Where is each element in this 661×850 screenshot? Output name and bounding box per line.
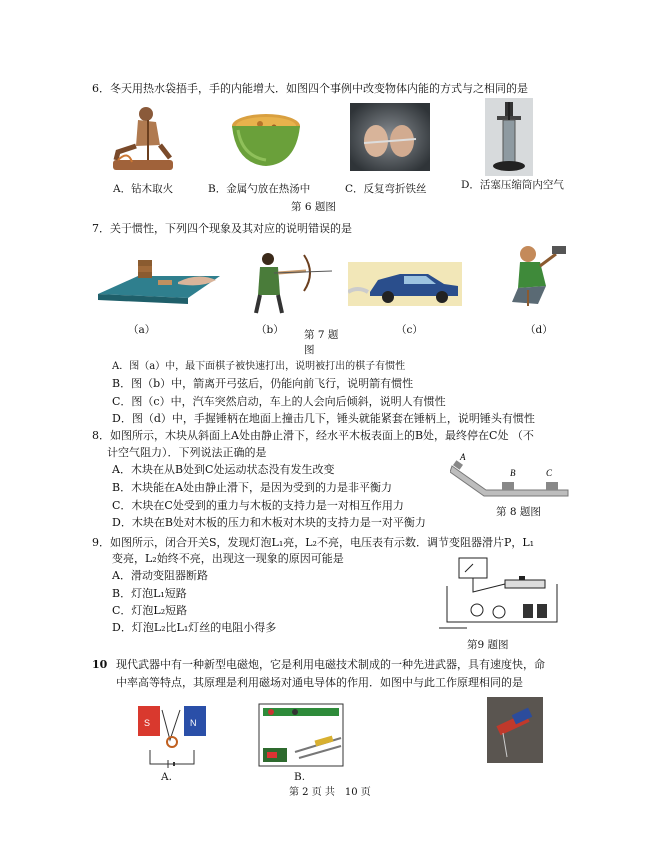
q10-stem-line1: 现代武器中有一种新型电磁炮，它是利用电磁技术制成的一种先进武器，具有速度快，命 bbox=[116, 658, 545, 671]
q10-number: 10 bbox=[92, 658, 108, 671]
q7-label-c: （c） bbox=[396, 324, 423, 336]
q9-stem-line2: 变亮，L₂始终不亮，出现这一现象的原因可能是 bbox=[112, 552, 344, 565]
q8-fig-label-c: C bbox=[546, 468, 553, 478]
q8-option-d: D．木块在B处对木板的压力和木板对木块的支持力是一对平衡力 bbox=[112, 516, 426, 529]
q7-option-c: C．图（c）中，汽车突然启动，车上的人会向后倾斜，说明人有惯性 bbox=[112, 395, 446, 408]
q7-fig-c-car bbox=[348, 262, 462, 306]
q7-figure-caption-1: 第 7 题 bbox=[304, 329, 339, 341]
q9-fig-circuit bbox=[437, 552, 567, 636]
q7-label-b: （b） bbox=[256, 324, 284, 336]
q9-option-b: B．灯泡L₁短路 bbox=[112, 587, 187, 600]
q6-fig-a-drilling bbox=[108, 100, 178, 178]
q8-fig-label-a: A bbox=[460, 452, 466, 462]
q7-option-d: D．图（d）中，手握锤柄在地面上撞击几下，锤头就能紧套在锤柄上，说明锤头有惯性 bbox=[112, 412, 535, 425]
q6-option-d: D．活塞压缩筒内空气 bbox=[461, 179, 564, 191]
q6-option-c: C．反复弯折铁丝 bbox=[345, 183, 427, 195]
q9-stem-line1: 9．如图所示，闭合开关S，发现灯泡L₁亮，L₂不亮，电压表有示数．调节变阻器滑片P，L₁ bbox=[92, 536, 535, 549]
q10-label-b: B. bbox=[294, 771, 306, 783]
q7-fig-d-hammer bbox=[498, 240, 572, 310]
q7-fig-a-checkers bbox=[98, 254, 220, 306]
q6-fig-d-piston bbox=[485, 98, 533, 176]
q8-option-c: C．木块在C处受到的重力与木板的支持力是一对相互作用力 bbox=[112, 499, 404, 512]
q9-option-d: D．灯泡L₂比L₁灯丝的电阻小得多 bbox=[112, 621, 277, 634]
q9-figure-caption: 第9 题图 bbox=[467, 639, 509, 651]
q10-fig-a-label-s: S bbox=[144, 718, 151, 728]
q10-label-a: A. bbox=[161, 771, 172, 783]
q8-figure-caption: 第 8 题图 bbox=[496, 506, 541, 518]
q6-fig-c-wire bbox=[350, 103, 430, 171]
q6-stem: 6．冬天用热水袋捂手，手的内能增大．如图四个事例中改变物体内能的方式与之相同的是 bbox=[92, 82, 528, 95]
q7-label-d: （d） bbox=[525, 324, 553, 336]
page-footer: 第 2 页 共 10 页 bbox=[289, 787, 371, 798]
q7-fig-b-archer bbox=[244, 247, 334, 317]
q10-stem-line2: 中率高等特点，其原理是利用磁场对通电导体的作用．如图中与此工作原理相同的是 bbox=[116, 676, 523, 689]
q6-option-a: A．钻木取火 bbox=[113, 183, 174, 195]
q7-stem: 7．关于惯性，下列四个现象及其对应的说明错误的是 bbox=[92, 222, 352, 235]
q8-option-b: B．木块能在A处由静止滑下，是因为受到的力是非平衡力 bbox=[112, 481, 393, 494]
q10-fig-b-rails bbox=[255, 702, 347, 770]
q7-label-a: （a） bbox=[128, 324, 156, 336]
q9-option-a: A．滑动变阻器断路 bbox=[112, 569, 208, 582]
q9-option-c: C．灯泡L₂短路 bbox=[112, 604, 188, 617]
q7-option-a: A．图（a）中，最下面棋子被快速打出，说明被打出的棋子有惯性 bbox=[112, 361, 406, 372]
q6-fig-b-soup bbox=[230, 108, 302, 168]
q7-figure-caption-2: 图 bbox=[304, 344, 315, 356]
q6-figure-caption: 第 6 题图 bbox=[291, 201, 336, 213]
q8-stem-line2: 计空气阻力）．下列说法正确的是 bbox=[107, 446, 267, 459]
q6-option-b: B．金属勺放在热汤中 bbox=[208, 183, 311, 195]
q8-fig-incline bbox=[450, 452, 570, 502]
q8-fig-label-b: B bbox=[510, 468, 516, 478]
q10-fig-a-label-n: N bbox=[190, 718, 197, 728]
q7-option-b: B．图（b）中，箭离开弓弦后，仍能向前飞行，说明箭有惯性 bbox=[112, 377, 414, 390]
q8-stem-line1: 8．如图所示，木块从斜面上A处由静止滑下，经水平木板表面上的B处，最终停在C处 （不 bbox=[92, 429, 534, 442]
q10-fig-a-magnet bbox=[130, 700, 214, 770]
q10-fig-c-photo bbox=[487, 697, 543, 763]
q8-option-a: A．木块在从B处到C处运动状态没有发生改变 bbox=[112, 463, 335, 476]
